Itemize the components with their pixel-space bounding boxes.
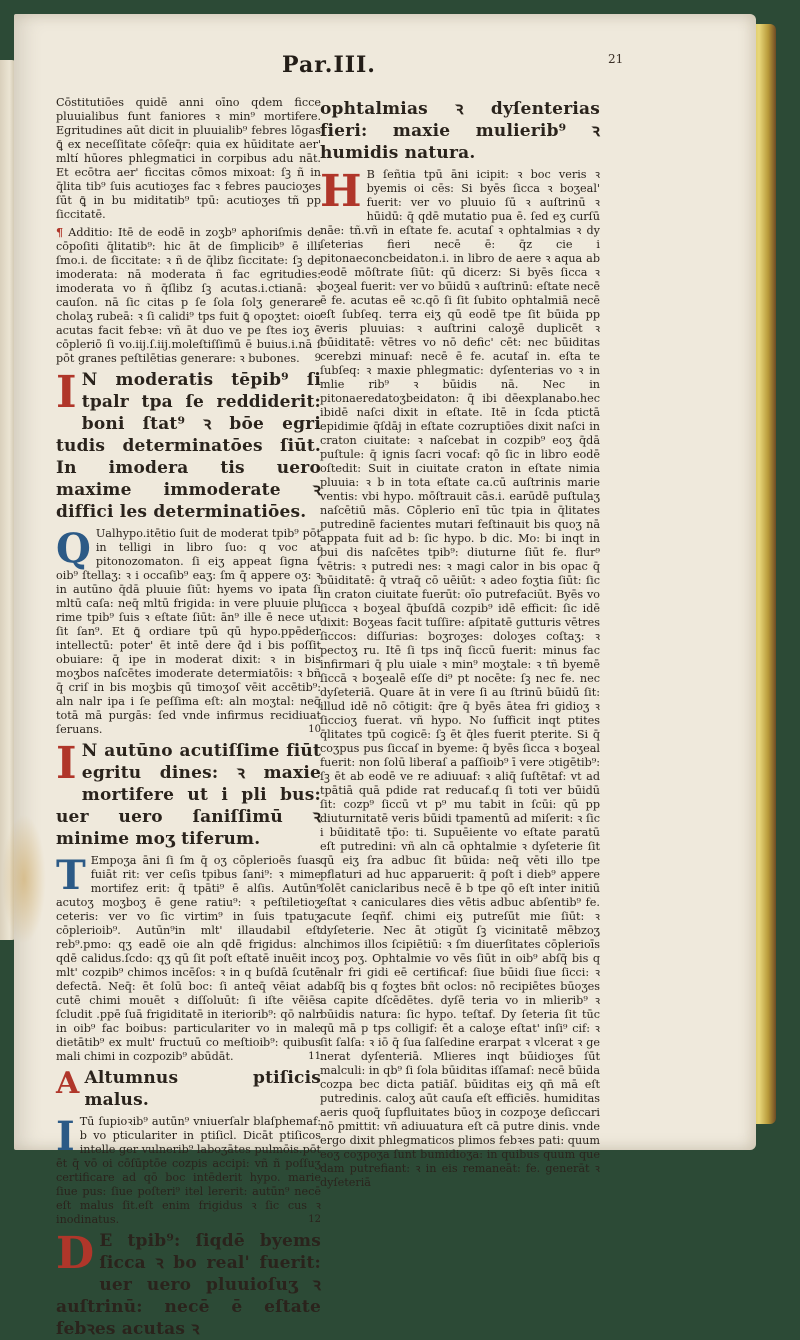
folio-number: 21 [608,52,624,66]
red-initial: H [320,166,362,217]
addition-label: Additio: [68,226,113,239]
aphorism-number: 10 [308,724,321,735]
aphorism-number: 11 [308,1051,321,1062]
addition-paragraph [56,225,321,366]
aphorism-text: D E tpib⁹: ſiqdē byems ſicca ꝛ bo real' fuerit: uer uero pluuioſuʒ ꝛ auſtrinū: necē ē eſtate febꝛes acutas ꝛ [56,1228,321,1339]
commentary-paragraph: I Tū ſupioꝛib⁹ autūn⁹ vniuerſalr blaſphemaf: b vo pticulariter in ptiſicl. Dicāt ptiſicos intelle ger vulnerib⁹ laboʒātes pulmōis.pōt ēt q̄ vō oi cōſūptōe cozpis accipi: vñ ñ poſſuʒ certificare ad qō boc intēderit hypo. marie ſiue pus: ſiue poſteri⁹ itel lererit: autūn⁹ necē eſt malus ſit.eſt enim frigidus ꝛ ſic cus ꝛ inodinatus. 12 [56,1113,321,1226]
pilcrow-mark: ¶ [56,225,64,239]
red-initial: A [56,1066,80,1101]
commentary-paragraph: H B ſeñtia tpū āni icipit: ꝛ boc veris ꝛ byemis oi cēs: Si byēs ſicca ꝛ boʒeal' fuerit: ver vo pluuio ſū ꝛ auſtrinū ꝛ hūidū: q̄ qdē mutatio pua ē. ſed eʒ curſū nāe: tñ.vñ in eſtate fe. acutaſ ꝛ ophtalmias ꝛ dy ſeterias fieri necē ē: q̄z cie i pitonaeconcbeidaton.i. in libro de aere ꝛ aqua ab eodē mōſtrate ſiūt: qū dicerz: Si byēs ſicca ꝛ boʒeal fuerit: ver vo būidū ꝛ auſtrinū: eſtate necē ē fe. acutas eē ꝛc.qō ſi ſit ſubito ophtalmiā necē eſt ſubſeq. terra eiʒ qū eodē tpe ſit būida pp veris pluuias: ꝛ auſtrini caloʒē duplicēt ꝛ būiditatē: vētres vo nō defic' cēt: nec būiditas cerebzi minuaf: necē ē fe. acutaſ in. eſta te ſubſeq: ꝛ maxie phlegmatic: dyſenterias vo ꝛ in mlie rib⁹ ꝛ būidis nā. Nec in pitonaeredatoʒbeidaton: q̄ ibi dēexplanabo.hec ibidē naſci dixit in eſtate. Itē in ſcda ptictā epidimie q̄ſdāj in eſtate cozruptiōes dixit naſci in craton ciuitate: ꝛ naſcebat in cozpib⁹ eoʒ q̄dā puſtule: q̄ ignis ſacri vocaf: qō ſic in libro eodē oſtedit: Suit in ciuitate craton in eſtate nimia pluuia: ꝛ b in tota eſtate ca.cū auſtrinis marie ventis: vbi hypo. mōſtrauit cās.i. earūdē puſtulaʒ naſcētiū mās. Cōplerio enī tūc tpia in q̄litates putredinē facientes mutari feſtinauit bis quoʒ nā appata fuit ad b: ſic hypo. b dic. Mo: bi inqt in bui dis naſcētes tpib⁹: diuturne ſiūt fe. flur⁹ vētris: ꝛ putredi nes: ꝛ magi calor in bis opac q̄ būiditatē: q̄ vtraq̄ cō uēiūt: ꝛ adeo foʒtia ſiūt: ſic in craton ciuitate fuerūt: oīo putrefaciūt. Byēs vo ſicca ꝛ boʒeal q̄buſdā cozpib⁹ idē efficit: ſic idē dixit: Boʒeas facit tuſſire: aſpitatē gutturis vētres ſiccos: diſſurias: boʒroʒes: doloʒes coſtaʒ: ꝛ pectoʒ ru. Itē ſi tps inq̄ ſiccū fuerit: minus fac infirmari q̄ plu uiale ꝛ min⁹ moʒtale: ꝛ tñ byemē ſiccā ꝛ boʒealē eſſe di⁹ pt nocēte: ſꝫ nec fe. nec dyſeteriā. Quare āt in vere ſi au ſtrinū būidū ſit: illud idē nō cōtigit: q̄re q̄ byēs ātea fri gidioʒ ꝛ ſiccioʒ fuerat. vñ hypo. No ſufficit inqt ptites q̄litates tpū cogicē: ſꝫ ēt q̄les fuerit pterite. Si q̄ coʒpus pus ſiccaſ in byeme: q̄ byēs ſicca ꝛ boʒeal fuerit: non ſolū liberaſ a paſſioib⁹ ī vere ɔtigētib⁹: ſꝫ ēt ab eodē ve re adiuuaf: ꝛ aliq̄ ſuſtētaf: vt ad tpātiā quā pdide rat reducaf.q ſi toti ver būidū ſit: cozp⁹ ſiccū vt p⁹ mu tabit in ſcūi: qū pp diuturnitatē veris būidi tpamentū ad miſerit: ꝛ ſic i būiditatē tp̄o: ti. Supuēiente vo eſtate paratū eſt putredini: vñ aln cā ophtalmie ꝛ dyſeterie ſit qū eiʒ ſra adbuc ſit būida: neq̄ vēti illo tpe pflaturi ad huc apparuerit: q̄ poſt i dieb⁹ appere ſolēt caniclaribus necē ē b tpe qō eſt inter initiū eſtat ꝛ caniculares dies vētis adbuc abſentib⁹ fe. acute ſeqñf. chimi eiʒ putreſūt mie ſiūt: ꝛ dyſeterie. Nec āt ɔtigūt ſꝫ vicinitatē mēbzoʒ chimos illos ſcipiētiū: ꝛ ſm diuerſitates cōplerioīs coʒ poʒ. Ophtalmie vo vēs ſiūt in oib⁹ abſq̄ bis q nalr fri gidi eē certificaf: ſiue būidi ſiue ſicci: ꝛ abſq̄ bis q foʒtes bñt oclos: nō recipiētes būoʒes a capite dſcēdētes. dyſē teria vo in mlierib⁹ ꝛ būidis natura: ſic hypo. teſtaf. Dy ſeteria ſit tūc qū mā p tps colligif: ēt a caloʒe eſtat' inſi⁹ cif: ꝛ ſit ſalſa: ꝛ iō q̄ ſua ſalſedine erarpat ꝛ vlcerat ꝛ ge nerat dyſenteriā. Mlieres inqt būidioʒes ſūt malculi: in qb⁹ ſi ſola būiditas iſſamaſ: necē būida cozpa bec dicta patiāſ. būiditas eiʒ qn̄ mā eſt putredinis. caloʒ aūt cauſa eſt efficiēs. humiditas aeris quoq̄ ſupfluitates būoʒ in cozpoʒe deſiccari nō pmittit: vñ adiuuatura eſt cā putre dinis. vnde ergo dixit phlegmaticos plimos febꝛes pati: quum eoʒ coʒpoʒa ſunt bumidioʒa: in quibus quum que dam putrefiant: ꝛ in eis remaneāt: fe. generāt ꝛ dyſeteriā [320,166,600,1189]
red-initial: I [56,738,77,789]
aphorism-text: ophtalmias ꝛ dyſenterias fieri: maxie mulierib⁹ ꝛ humidis natura. [320,99,600,163]
aphorism-text: I N moderatis tēpib⁹ ſi tpalr tpa ſe reddiderit: boni ſtat⁹ ꝛ bōe egri tudis determinatōes ſiūt. In imodera tis uero maxime immoderate ꝛ diffici les determinatiōes. [56,367,321,522]
water-stain [2,814,46,944]
blue-initial: Q [56,525,91,572]
red-initial: I [56,367,77,418]
commentary-paragraph: Q Ualhypo.itētio ſuit de moderat tpib⁹ pōt in telligi in libro ſuo: q voc at pitonozomaton. ſi eiʒ appeat ſigna ſ oib⁹ ſtellaʒ: ꝛ i occaſib⁹ eaʒ: ſm q̄ appere oʒ: ꝛ in autūno q̄dā pluuie ſiūt: hyems vo ipata ſi mltū caſa: neq̄ mltū frigida: in vere pluuie plu rime tpib⁹ ſuis ꝛ eſtate ſiūt: ān⁹ ille ē nece ut ſit ſan⁹. Et ꝗ̄ ordiare tpū qū hypo.ppēder intellectū: poter' ēt intē dere q̄d i bis poſſit obuiare: q̄ ipe in moderat dixit: ꝛ in bis moʒbos naſcētes imoderate determiatōis: ꝛ bñ q̄ criſ in bis moʒbis qū timoʒoſ vēit accētib⁹: aln nalr ipa i ſe peſſima eſt: aln moʒtal: neq̄ totā mā purgās: ſed vnde infirmus recidiuat ſeruans. 10 [56,525,321,736]
red-initial: D [56,1228,95,1279]
book-page [14,14,756,1339]
paragraph-text: Itē de eodē in zoʒb⁹ aphoriſmis de cōpoſiti q̄litatib⁹: hic āt de ſimplicib⁹ ē illi ſmo.i. de ſiccitate: ꝛ ñ de q̄libz ſiccitate: ſꝫ de imoderata: nā moderata ñ fac egritudies: imoderata vo ñ q̄ſlibz ſꝫ acutas.i.ctianā: ꝛ cauſon. nā ſic citas p ſe ſola ſolʒ generare cholaʒ rubeā: ꝛ ſi calidi⁹ tps fuit ꝗ̄ opoʒtet: oio acutas facit febꝛe: vñ āt duo ve pe ſtes ioʒ ē cōpleriō ſi vo.iij.ſ.iij.moleſtiſſimū ē buius.i.nā ſ pōt granes peſtilētias generare: ꝛ bubones. [56,226,322,365]
blue-initial: T [56,852,86,899]
commentary-paragraph: T Empoʒa āni ſi ſm q̄ oʒ cōplerioēs ſuas fuiāt rit: ver ceſis tpibus ſani⁹: ꝛ mime mortifez erit: q̄ tpāti⁹ ē alſis. Autūn⁹ acutoʒ moʒboʒ ē gene ratiu⁹: ꝛ peſtiletioʒ ceteris: ver vo ſic virtim⁹ in ſuis tpatuʒ cōplerioib⁹. Autūn⁹in mlt' illaudabil eſt reb⁹.pmo: qʒ eadē oie aln qdē frigidus: aln qdē calidus.ſcdo: qʒ qū ſit poſt eſtatē inuēit in mlt' cozpib⁹ chimos incēſos: ꝛ in q buſdā ſcutē defectā. Neq̄: ēt ſolū boc: ſi anteq̄ vēiat ad cutē chimi mouēt ꝛ diſſoluūt: ſi iſte vēiēs ſcludit .ppē ſuā frigiditatē in iteriorib⁹: qō nalr in oib⁹ fac boibus: particulariter vo in male dietātib⁹ ex mult' fructuū co meſtioib⁹: quibus mali chimi in cozpozib⁹ abūdāt. 11 [56,852,321,1063]
right-column [320,96,600,1189]
aphorism-number: 9 [314,353,321,364]
paragraph: Cōstitutiōes quidē anni oīno qdem ficce pluuialibus funt faniores ꝛ min⁹ mortifere. Egritudines aūt dicit in pluuialib⁹ febres lōgas ꝗ̄ ex neceſſitate cōſeq̄r: quia ex hūiditate aer' mltí hūores phlegmatici in corpibus adu nāt. Et ecōtra aer' ficcitas cōmos mixoat: ſꝫ ñ in q̄lita tib⁹ ſuis acutioʒes fac ꝛ febres paucioʒes ſūt ꝗ̄ in bu miditatib⁹ tpū: acutioʒes tñ pp ſiccitatē. [56,96,321,221]
aphorism-number: 12 [308,1214,321,1225]
blue-initial: I [56,1113,75,1160]
left-column [56,96,322,1339]
aphorism-text: I N autūno acutiſſime fiūt egritu dines: ꝛ maxie mortifere ut i pli bus: uer uero ſaniſſimū ꝛ minime moʒ tiferum. [56,738,321,849]
running-head: Par.III. [282,52,376,78]
aphorism-text: A Altumnus ptiſicis malus. [56,1066,321,1110]
